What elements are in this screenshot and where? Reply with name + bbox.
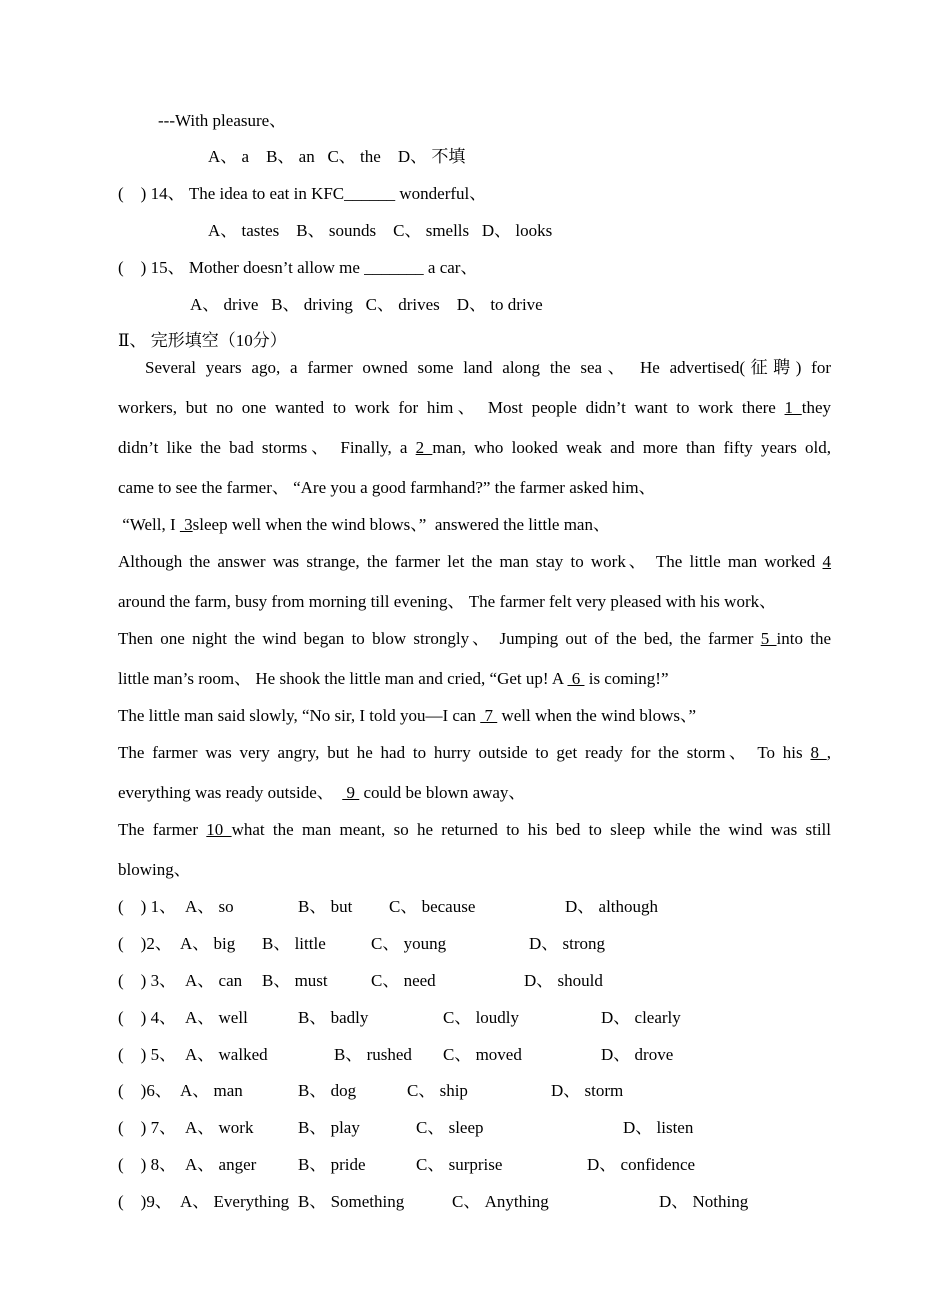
passage-line-13: The farmer 10 what the man meant, so he returned to his bed to sleep while the wind was still (118, 820, 831, 839)
cloze-question (118, 1045, 818, 1065)
option-a: A、 anger (185, 1155, 257, 1174)
blank-10: 10 (206, 820, 232, 839)
option-a: A、 work (185, 1118, 254, 1137)
option-a: A、 so (185, 897, 234, 916)
cloze-question (118, 971, 818, 991)
option-c: C、 young (371, 934, 447, 953)
passage-line-2: workers, but no one wanted to work for him、 Most people didn’t want to work there 1 they (118, 398, 832, 417)
option-c: C、 loudly (443, 1008, 520, 1027)
section-title: Ⅱ、 完形填空（10分） (118, 331, 287, 350)
blank-8: 8 (810, 743, 827, 762)
q13-options: A、 a B、 an C、 the D、 不填 (208, 147, 466, 166)
cloze-question (118, 1008, 818, 1028)
option-b: B、 but (298, 897, 353, 916)
passage-line-4: came to see the farmer、 “Are you a good farmhand?” the farmer asked him、 (118, 478, 656, 497)
option-a: A、 man (180, 1081, 243, 1100)
option-d: D、 should (524, 971, 603, 990)
cloze-number: ( )2、 (118, 934, 172, 953)
cloze-question (118, 1081, 818, 1101)
q13-reply: ---With pleasure、 (158, 111, 287, 130)
option-c: C、 sleep (416, 1118, 484, 1137)
option-d: D、 strong (529, 934, 606, 953)
passage-line-7: around the farm, busy from morning till evening、 The farmer felt very pleased with his work、 (118, 592, 777, 611)
blank-4: 4 (822, 552, 832, 571)
option-d: D、 Nothing (659, 1192, 749, 1211)
q15-stem: ( ) 15、 Mother doesn’t allow me _______ a car、 (118, 258, 478, 277)
passage-line-9: little man’s room、 He shook the little man and cried, “Get up! A 6 is coming!” (118, 669, 669, 688)
passage-line-14: blowing、 (118, 860, 191, 879)
option-c: C、 Anything (452, 1192, 549, 1211)
blank-7: 7 (480, 706, 498, 725)
option-d: D、 storm (551, 1081, 624, 1100)
blank-6: 6 (567, 669, 585, 688)
option-b: B、 little (262, 934, 326, 953)
option-b: B、 play (298, 1118, 360, 1137)
option-a: A、 walked (185, 1045, 268, 1064)
option-d: D、 listen (623, 1118, 694, 1137)
passage-line-8: Then one night the wind began to blow strongly、 Jumping out of the bed, the farmer 5 into the (118, 629, 832, 648)
cloze-question (118, 1192, 818, 1212)
passage-line-12: everything was ready outside、 9 could be blown away、 (118, 783, 526, 802)
option-a: A、 Everything (180, 1192, 290, 1211)
passage-line-11: The farmer was very angry, but he had to hurry outside to get ready for the storm、 To his 8 , (118, 743, 831, 762)
q14-options: A、 tastes B、 sounds C、 smells D、 looks (208, 221, 553, 240)
option-d: D、 clearly (601, 1008, 681, 1027)
q14-stem: ( ) 14、 The idea to eat in KFC______ wonderful、 (118, 184, 487, 203)
option-d: D、 confidence (587, 1155, 696, 1174)
blank-2: 2 (415, 438, 433, 457)
passage-line-1: Several years ago, a farmer owned some land along the sea、 He advertised(征聘) for (145, 358, 831, 377)
option-b: B、 must (262, 971, 328, 990)
option-b: B、 rushed (334, 1045, 412, 1064)
blank-5: 5 (760, 629, 777, 648)
passage-line-10: The little man said slowly, “No sir, I told you—I can 7 well when the wind blows、” (118, 706, 697, 725)
cloze-number: ( ) 3、 (118, 971, 177, 990)
option-d: D、 although (565, 897, 659, 916)
cloze-question (118, 934, 818, 954)
cloze-question (118, 1118, 818, 1138)
blank-9: 9 (342, 783, 360, 802)
option-a: A、 well (185, 1008, 248, 1027)
cloze-question (118, 897, 818, 917)
cloze-number: ( ) 7、 (118, 1118, 177, 1137)
option-b: B、 badly (298, 1008, 369, 1027)
option-b: B、 dog (298, 1081, 357, 1100)
cloze-number: ( )6、 (118, 1081, 172, 1100)
blank-3: 3 (179, 515, 193, 534)
option-c: C、 need (371, 971, 436, 990)
cloze-question (118, 1155, 818, 1175)
passage-line-3: didn’t like the bad storms、 Finally, a 2 man, who looked weak and more than fifty years old, (118, 438, 832, 457)
option-c: C、 surprise (416, 1155, 503, 1174)
option-c: C、 because (389, 897, 476, 916)
q15-options: A、 drive B、 driving C、 drives D、 to drive (190, 295, 543, 314)
cloze-number: ( ) 8、 (118, 1155, 177, 1174)
passage-line-6: Although the answer was strange, the farmer let the man stay to work、 The little man worked 4 (118, 552, 832, 571)
option-c: C、 ship (407, 1081, 468, 1100)
option-a: A、 can (185, 971, 243, 990)
option-b: B、 pride (298, 1155, 366, 1174)
passage-line-5: “Well, I 3sleep well when the wind blows、” answered the little man、 (118, 515, 610, 534)
option-c: C、 moved (443, 1045, 522, 1064)
cloze-number: ( ) 4、 (118, 1008, 177, 1027)
option-a: A、 big (180, 934, 236, 953)
cloze-number: ( ) 5、 (118, 1045, 177, 1064)
cloze-number: ( ) 1、 (118, 897, 177, 916)
blank-1: 1 (784, 398, 802, 417)
cloze-number: ( )9、 (118, 1192, 172, 1211)
option-d: D、 drove (601, 1045, 674, 1064)
option-b: B、 Something (298, 1192, 405, 1211)
